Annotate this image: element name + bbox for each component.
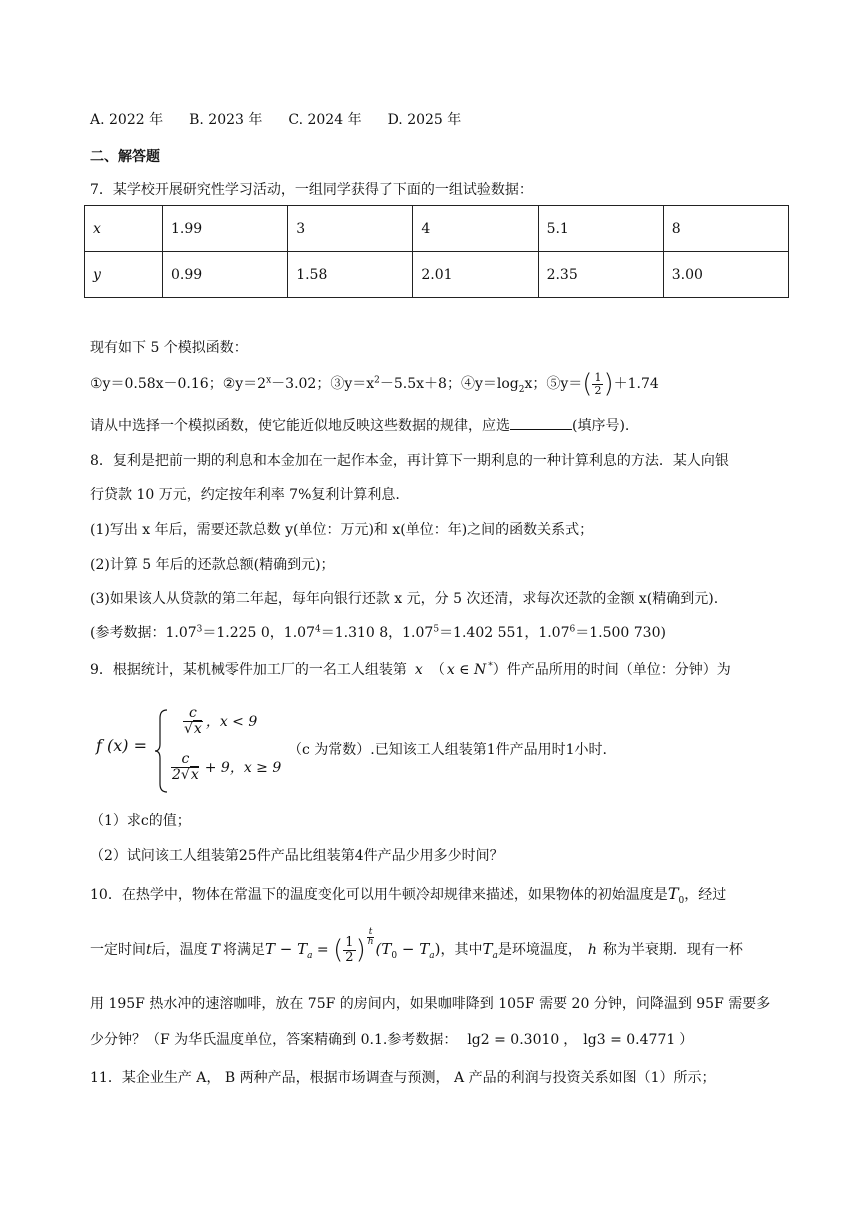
case1-cond: ，x < 9	[205, 714, 258, 731]
table-cell: 3	[288, 206, 413, 252]
q10-var: T	[667, 884, 679, 903]
data-table	[84, 205, 789, 298]
q9-var: x	[414, 662, 423, 678]
model-2a: ②y＝2	[222, 376, 267, 393]
q10-text: ，其中	[440, 942, 483, 958]
q8-reference: (参考数据：$1.07^3=1.225$ 0，$1.07^4=1.310$ 8，$1.07^5=1.402$ 551，$1.07^6=1.500$ 730)	[90, 624, 666, 641]
q10-text: 一定时间	[90, 942, 146, 958]
q9-set: x ∈ N	[446, 662, 487, 678]
table-cell: 3.00	[663, 252, 788, 298]
case1-num: c	[183, 706, 203, 722]
q7-models: ①y＝0.58x－0.16；$②y=2^x-3.02$；$③y=x^2-5.5x+8$；$④y=\log_2x$；⑤y＝( $\frac{1}{2}$ )＋1.74	[90, 369, 659, 400]
option-c: C. 2024 年	[288, 112, 362, 128]
table-cell: 8	[663, 206, 788, 252]
model-5b: ＋1.74	[613, 376, 659, 393]
q10-text: 少分钟？（F 为华氏温度单位，答案精确到 0.1.参考数据：	[90, 1032, 458, 1048]
table-cell: 5.1	[538, 206, 663, 252]
eq-part: =	[312, 942, 334, 958]
q9-text: 9．根据统计，某机械零件加工厂的一名工人组装第	[90, 662, 407, 678]
piecewise-function	[90, 706, 730, 796]
table-row	[85, 206, 789, 252]
table-cell: 0.99	[163, 252, 288, 298]
ref-part: ＝1.310 8，1.07	[320, 625, 434, 641]
q9-sub-1: （1）求c的值；	[90, 813, 191, 829]
q10-line-3: 用 195F 热水冲的速溶咖啡，放在 75F 的房间内，如果咖啡降到 105F 需要 20 分钟，问降温到 95F 需要多	[90, 996, 771, 1012]
q10-var: T	[482, 940, 493, 958]
model-4a: ④y＝log	[460, 376, 519, 393]
case1-den: x	[193, 720, 202, 737]
q7-ask-text: 请从中选择一个模拟函数，使它能近似地反映这些数据的规律，应选	[90, 418, 510, 434]
q7-ask-tail: (填序号).	[572, 418, 630, 434]
q8-line-5: (3)如果该人从贷款的第二年起，每年向银行还款 x 元，分 5 次还清，求每次还款的金额 x(精确到元).	[90, 591, 719, 607]
table-cell: y	[85, 252, 163, 298]
q10-line-1: 10．在热学中，物体在常温下的温度变化可以用牛顿冷却规律来描述，如果物体的初始温度是$T_0$，经过	[90, 884, 727, 906]
table-row	[85, 252, 789, 298]
q10-var: h	[587, 942, 597, 958]
table-cell: 2.01	[413, 252, 538, 298]
ref-part: (参考数据：1.07	[90, 625, 197, 641]
q9-tail: （c 为常数）.已知该工人组装第1件产品用时1小时.	[288, 742, 608, 758]
ref-lg3: lg3 = 0.4771	[583, 1032, 676, 1048]
q10-line-2: 一定时间t后，温度 T 将满足$T - T_a$ = ( $\frac{1}{2}$ ) $^{\frac{t}{h}}$ $(T_0 - T_a)$，其中$T_a$是环境温度， h 称为半衰期．现有一杯	[90, 926, 743, 965]
case2-den-coef: 2	[172, 766, 181, 783]
q10-text: 是环境温度，	[497, 942, 582, 958]
q9-text: ）件产品所用的时间（单位：分钟）为	[492, 662, 731, 678]
q10-text: ）	[679, 1032, 694, 1048]
q11-line-1: 11．某企业生产 A， B 两种产品，根据市场调查与预测， A 产品的利润与投资关系如图（1）所示；	[90, 1070, 716, 1086]
q10-var: t	[146, 942, 152, 958]
model-1: ①y＝0.58x－0.16；	[90, 376, 223, 393]
option-d: D. 2025 年	[387, 112, 462, 128]
table-cell: x	[85, 206, 163, 252]
q7-stem: 7．某学校开展研究性学习活动，一组同学获得了下面的一组试验数据：	[90, 182, 533, 198]
q10-text: ，	[563, 1032, 578, 1048]
q10-var: T	[210, 942, 220, 958]
model-3b: －5.5x＋8；	[379, 376, 461, 393]
model-4b: x；	[524, 376, 547, 393]
section-title: 二、解答题	[90, 149, 160, 165]
ref-lg2: lg2 = 0.3010	[467, 1032, 560, 1048]
ref-part: ＝1.402 551，1.07	[439, 625, 570, 641]
case2-cond: + 9，x ≥ 9	[204, 760, 282, 777]
model-2b: －3.02；	[271, 376, 331, 393]
q10-text: 后，温度	[151, 942, 208, 958]
case2-num: c	[171, 752, 199, 768]
model-3a: ③y＝x	[330, 376, 375, 393]
q8-line-1: 8．复利是把前一期的利息和本金加在一起作本金，再计算下一期利息的一种计算利息的方法．某人向银	[90, 453, 729, 469]
eq-part: )	[434, 940, 441, 958]
eq-part: (T	[375, 940, 392, 958]
q8-line-3: (1)写出 x 年后，需要还款总数 y(单位：万元)和 x(单位：年)之间的函数关系式；	[90, 522, 594, 538]
q8-line-4: (2)计算 5 年后的还款总额(精确到元)；	[90, 557, 335, 573]
q10-line-4	[90, 1030, 693, 1050]
eq-part: − T	[397, 940, 430, 958]
q8-line-2: 行贷款 10 万元，约定按年利率 7%复利计算利息.	[90, 487, 400, 503]
q7-models-intro: 现有如下 5 个模拟函数：	[90, 340, 248, 356]
q10-text: 10．在热学中，物体在常温下的温度变化可以用牛顿冷却规律来描述，如果物体的初始温度是	[90, 887, 668, 903]
table-cell: 1.99	[163, 206, 288, 252]
case2-den: x	[190, 766, 199, 783]
table-cell: 2.35	[538, 252, 663, 298]
option-b: B. 2023 年	[189, 112, 263, 128]
table-cell: 4	[413, 206, 538, 252]
q10-text: ，经过	[684, 887, 727, 903]
case-1: $\frac{c}{√x}$ ，x < 9	[184, 705, 258, 737]
q9-line-1: 9．根据统计，某机械零件加工厂的一名工人组装第 x （ x ∈ N *）件产品所用的时间（单位：分钟）为	[90, 661, 731, 678]
choice-options	[90, 110, 487, 130]
q9-sub-2: （2）试问该工人组装第25件产品比组装第4件产品少用多少时间？	[90, 848, 504, 864]
option-a: A. 2022 年	[90, 112, 164, 128]
model-5a: ⑤y＝	[546, 376, 583, 393]
q9-text: （	[430, 662, 445, 678]
brace-icon	[154, 708, 170, 794]
case-2: $\frac{c}{2√x}$ + 9，x ≥ 9	[172, 751, 282, 783]
fx-label: f (x) =	[96, 736, 148, 755]
eq-part: T − T	[264, 940, 308, 958]
table-cell: 1.58	[288, 252, 413, 298]
q10-text: 称为半衰期．现有一杯	[602, 942, 743, 958]
answer-blank	[510, 416, 572, 430]
ref-part: ＝1.500 730)	[575, 625, 666, 641]
q7-ask	[90, 416, 629, 436]
q10-text: 将满足	[222, 942, 265, 958]
ref-part: ＝1.225 0，1.07	[202, 625, 315, 641]
